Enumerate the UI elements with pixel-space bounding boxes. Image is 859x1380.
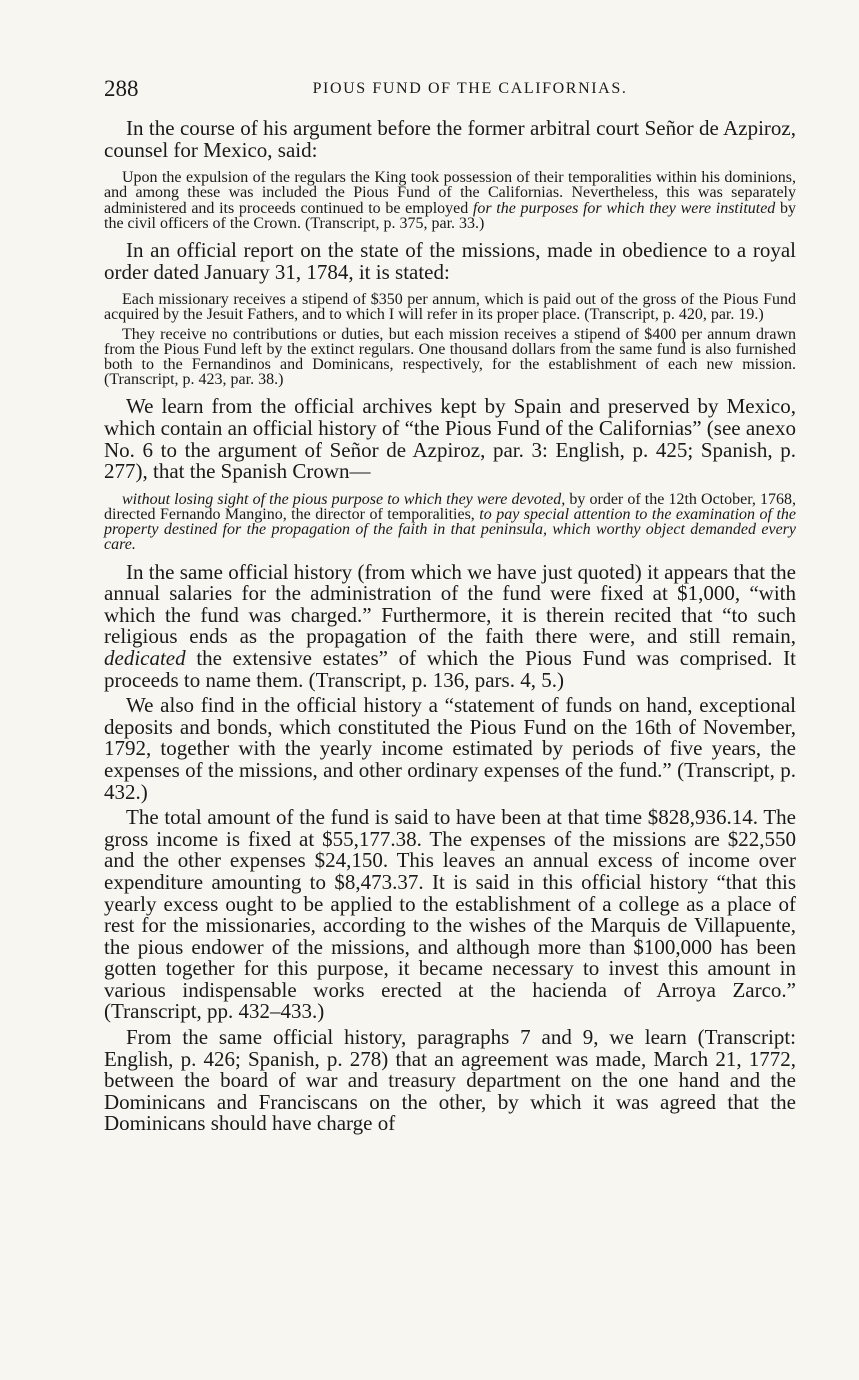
quote-contributions-duties: They receive no contributions or duties, but each mission receives a stipend of $400 per annum drawn from the Pious Fund left by the extinct regulars. One thousand dollars from the same fund is also furnished both to the Fernandinos and Dominicans, respectively, for the establishment of each new mission. (Transcript, p. 423, par. 38.) [104, 325, 796, 389]
paragraph-total-amount: The total amount of the fund is said to have been at that time $828,936.14. The gross income is fixed at $55,177.38. The expenses of the missions are $22,550 and the other expenses $24,150. This leaves an annual excess of income over expenditure amounting to $8,473.37. It is said in this official history “that this yearly excess ought to be applied to the establishment of a college as a place of rest for the missionaries, according to the wishes of the Marquis de Villapuente, the pious endower of the missions, and although more than $100,000 has been gotten together for this purpose, it became necessary to invest this amount in various indispensable works erected at the hacienda of Arroya Zarco.” (Transcript, pp. 432–433.) [104, 805, 796, 1024]
page-header [104, 76, 796, 106]
page-number: 288 [104, 76, 139, 101]
quote-expulsion-of-regulars: Upon the expulsion of the regulars the King took possession of their temporalities within his dominions, and among these was included the Pious Fund of the Californias. Nevertheless, this was separately administered and its proceeds continued to be employed for the purposes for which they were instituted by the civil officers of the Crown. (Transcript, p. 375, par. 33.) [104, 169, 796, 232]
quote-pious-purpose: without losing sight of the pious purpose to which they were devoted, by order of the 12th October, 1768, directed Fernando Mangino, the director of temporalities, to pay special attention to the examination of the property destined for the propagation of the faith in that peninsula, which worthy object demanded every care. [104, 490, 797, 554]
paragraph-official-archives: We learn from the official archives kept by Spain and preserved by Mexico, which contain an official history of “the Pious Fund of the Californias” (see anexo No. 6 to the argument of Señor de Azpiroz, par. 3: English, p. 425; Spanish, p. 277), that the Spanish Crown— [104, 394, 796, 484]
paragraph-official-report: In an official report on the state of the missions, made in obedience to a royal order dated January 31, 1784, it is stated: [104, 238, 796, 284]
running-title: PIOUS FUND OF THE CALIFORNIAS. [312, 80, 628, 97]
paragraph-annual-salaries: In the same official history (from which we have just quoted) it appears that the annual salaries for the administration of the fund were fixed at $1,000, “with which the fund was charged.” Furthermore, it is therein recited that “to such religious ends as the propagation of the faith there were, and still remain, dedicated the extensive estates” of which the Pious Fund was comprised. It proceeds to name them. (Transcript, p. 136, pars. 4, 5.) [104, 559, 796, 692]
page-body [104, 118, 796, 1135]
paragraph-agreement-1772: From the same official history, paragraphs 7 and 9, we learn (Transcript: English, p. 426; Spanish, p. 278) that an agreement was made, March 21, 1772, between the board of war and treasury department on the one hand and the Dominicans and Franciscans on the other, by which it was agreed that the Dominicans should have charge of [104, 1025, 796, 1136]
quote-missionary-stipend: Each missionary receives a stipend of $350 per annum, which is paid out of the gross of the Pious Fund acquired by the Jesuit Fathers, and to which I will refer in its proper place. (Transcript, p. 420, par. 19.) [104, 291, 796, 324]
paragraph-statement-of-funds: We also find in the official history a “statement of funds on hand, exceptional deposits and bonds, which constituted the Pious Fund on the 16th of November, 1792, together with the yearly income estimated by periods of five years, the expenses of the missions, and other ordinary expenses of the fund.” (Transcript, p. 432.) [104, 693, 796, 804]
paragraph-azpiroz-intro: In the course of his argument before the former arbitral court Señor de Azpiroz, counsel for Mexico, said: [104, 116, 796, 162]
